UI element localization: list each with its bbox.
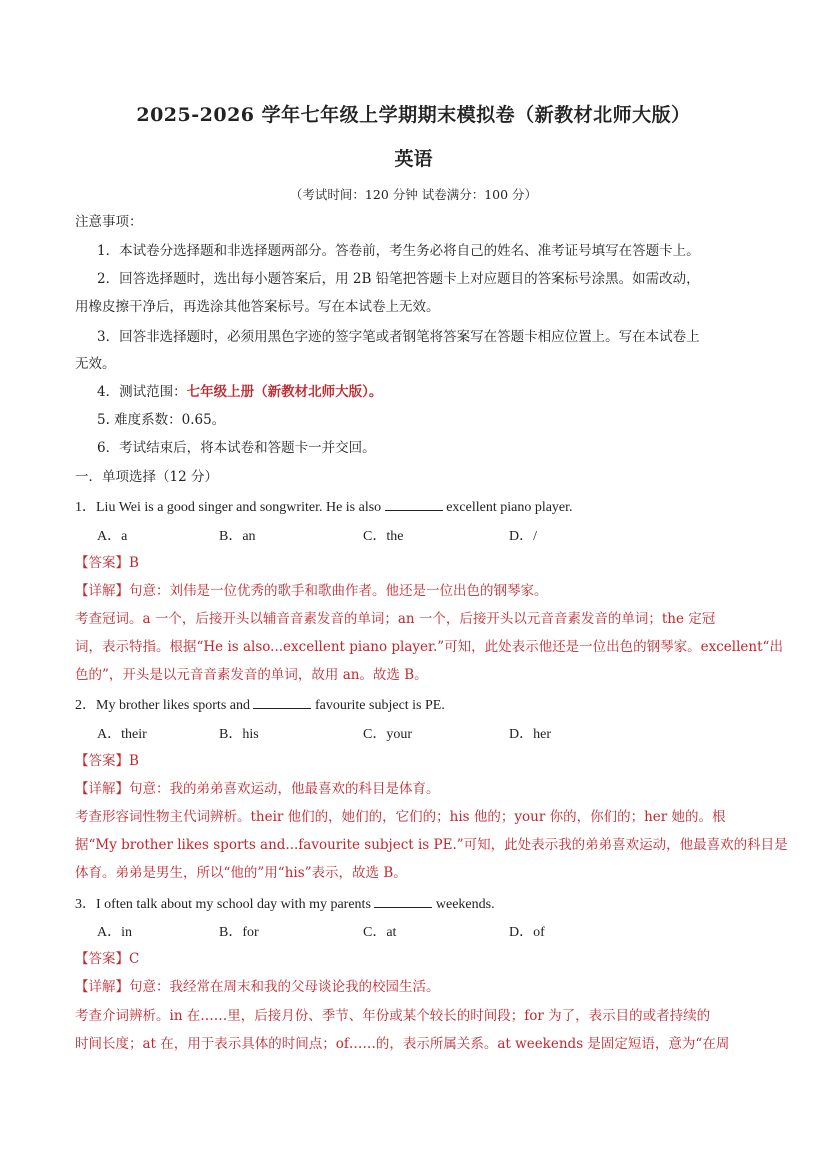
note-4-range: 七年级上册（新教材北师大版）。 (186, 384, 383, 400)
q2-meaning-text: 句意：我的弟弟喜欢运动，他最喜欢的科目是体育。 (129, 781, 440, 797)
q1-option-d: D．/ (509, 529, 537, 544)
exam-info: （考试时间：120 分钟 试卷满分：100 分） (289, 187, 538, 202)
q2-option-a: A．their (97, 727, 147, 742)
q1-explanation-meaning (75, 581, 755, 601)
q2-explanation-line: 考查形容词性物主代词辨析。their 他们的，她们的，它们的；his 他的；your 你的，你们的；her 她的。根 (75, 809, 726, 825)
section-heading: 一．单项选择（12 分） (75, 469, 218, 485)
q2-option-b: B．his (219, 727, 259, 742)
q2-explanation-meaning (75, 779, 755, 799)
q2-option-d: D．her (509, 727, 551, 742)
question-2-stem-a: 2．My brother likes sports and (75, 698, 250, 713)
note-5: 5. 难度系数：0.65。 (97, 412, 226, 428)
note-1: 1．本试卷分选择题和非选择题两部分。答卷前，考生务必将自己的姓名、准考证号填写在答题卡上。 (97, 243, 700, 259)
q1-explanation-label: 【详解】 (75, 583, 129, 599)
question-1-stem-b: excellent piano player. (446, 500, 573, 515)
q3-option-c: C．at (363, 925, 397, 940)
q2-answer: 【答案】B (75, 753, 139, 769)
q3-option-d: D．of (509, 925, 545, 940)
q3-answer: 【答案】C (75, 951, 140, 967)
q3-explanation-line: 考查介词辨析。in 在……里，后接月份、季节、年份或某个较长的时间段；for 为了，表示目的或者持续的 (75, 1008, 711, 1024)
note-3-line-1: 3．回答非选择题时，必须用黑色字迹的签字笔或者钢笔将答案写在答题卡相应位置上。写在本试卷上 (97, 329, 700, 345)
note-2-line-2: 用橡皮擦干净后，再选涂其他答案标号。写在本试卷上无效。 (75, 299, 440, 315)
answer-blank (385, 496, 443, 511)
q3-explanation-meaning (75, 977, 755, 997)
q1-explanation-line: 词，表示特指。根据“He is also...excellent piano player.”可知，此处表示他还是一位出色的钢琴家。excellent“出 (75, 639, 783, 655)
q2-explanation-line: 体育。弟弟是男生，所以“他的”用“his”表示，故选 B。 (75, 865, 407, 881)
answer-blank (374, 893, 432, 908)
q3-explanation-line: 时间长度；at 在，用于表示具体的时间点；of……的，表示所属关系。at weekends 是固定短语，意为“在周 (75, 1036, 730, 1052)
q2-option-c: C．your (363, 727, 412, 742)
q1-option-c: C．the (363, 529, 404, 544)
q1-explanation-line: 考查冠词。a 一个，后接开头以辅音音素发音的单词；an 一个，后接开头以元音音素发音的单词；the 定冠 (75, 611, 716, 627)
note-3-line-2: 无效。 (75, 356, 116, 372)
q3-explanation-label: 【详解】 (75, 979, 129, 995)
q2-explanation-line: 据“My brother likes sports and...favourite subject is PE.”可知，此处表示我的弟弟喜欢运动，他最喜欢的科目是 (75, 837, 788, 853)
question-2-stem (75, 694, 755, 716)
q3-option-a: A．in (97, 925, 132, 940)
note-4-prefix: 4．测试范围： (97, 384, 187, 400)
question-1-stem-a: 1．Liu Wei is a good singer and songwriter. He is also (75, 500, 382, 515)
question-3-stem-a: 3．I often talk about my school day with my parents (75, 897, 371, 912)
question-1-stem (75, 496, 755, 518)
note-4 (97, 382, 755, 402)
q1-meaning-text: 句意：刘伟是一位优秀的歌手和歌曲作者。他还是一位出色的钢琴家。 (129, 583, 548, 599)
question-3-stem (75, 893, 755, 915)
answer-blank (253, 694, 311, 709)
question-3-stem-b: weekends. (435, 897, 495, 912)
q3-meaning-text: 句意：我经常在周末和我的父母谈论我的校园生活。 (129, 979, 440, 995)
note-6: 6．考试结束后，将本试卷和答题卡一并交回。 (97, 440, 376, 456)
exam-title: 2025-2026 学年七年级上学期期末模拟卷（新教材北师大版） (136, 104, 691, 126)
q1-option-a: A．a (97, 529, 128, 544)
q2-explanation-label: 【详解】 (75, 781, 129, 797)
q3-option-b: B．for (219, 925, 259, 940)
note-2-line-1: 2．回答选择题时，选出每小题答案后，用 2B 铅笔把答题卡上对应题目的答案标号涂黑。如需改动， (97, 271, 700, 287)
notes-heading: 注意事项： (75, 214, 143, 230)
subject-title: 英语 (394, 148, 433, 170)
q1-explanation-line: 色的”，开头是以元音音素发音的单词，故用 an。故选 B。 (75, 667, 428, 683)
question-2-stem-b: favourite subject is PE. (314, 698, 445, 713)
q1-answer: 【答案】B (75, 555, 139, 571)
q1-option-b: B．an (219, 529, 256, 544)
